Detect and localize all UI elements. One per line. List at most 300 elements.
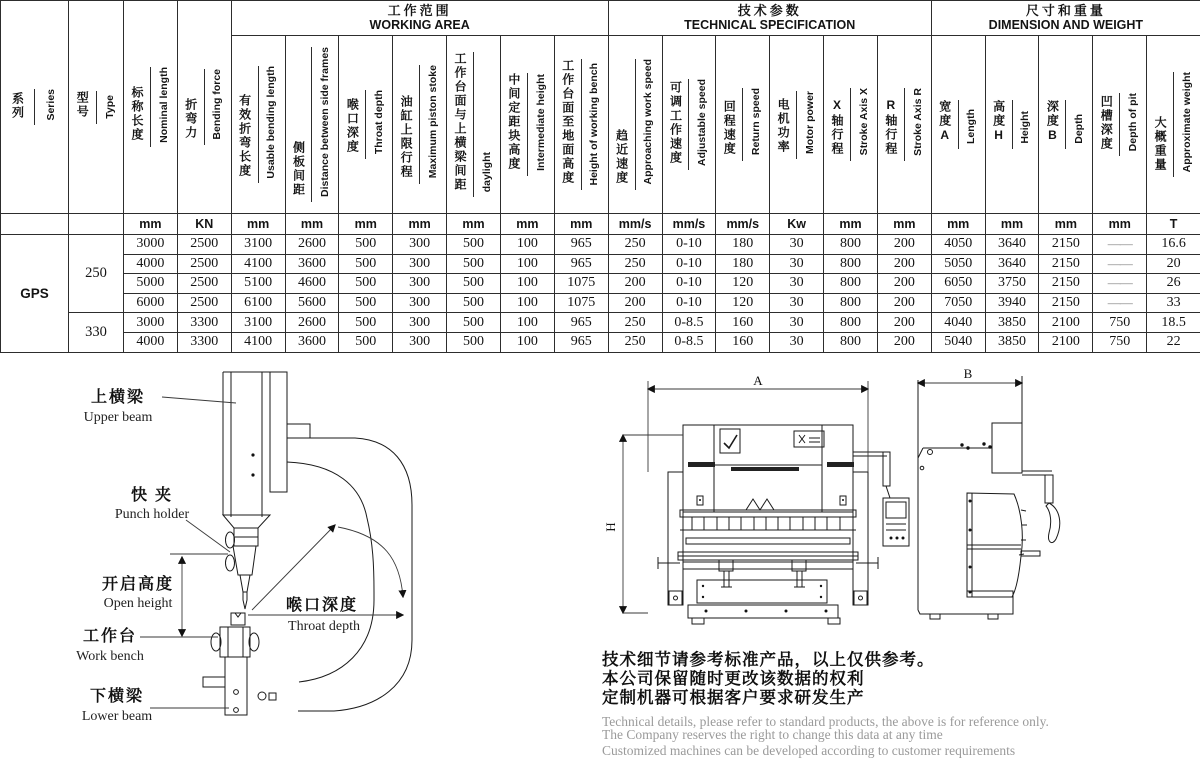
column-header-zh — [878, 88, 904, 161]
column-header-pair — [124, 67, 177, 148]
column-header-en — [204, 69, 231, 145]
data-cell: 20 — [1147, 254, 1200, 274]
data-cell: 0-8.5 — [662, 332, 716, 352]
data-cell: 100 — [500, 254, 554, 274]
column-header — [824, 36, 878, 214]
column-header — [339, 36, 393, 214]
column-header-en — [96, 91, 124, 124]
data-cell: 3300 — [177, 332, 231, 352]
group-header — [231, 1, 608, 36]
column-header-zh-text: 深度B — [1045, 100, 1060, 144]
data-cell: 3850 — [985, 332, 1039, 352]
punch-holder-label-zh: 快 夹 — [130, 487, 174, 504]
data-cell: 800 — [824, 313, 878, 333]
column-header-en — [419, 65, 446, 183]
data-cell: 800 — [824, 332, 878, 352]
data-cell: 18.5 — [1147, 313, 1200, 333]
column-header-en-text: Stroke Axis R — [911, 88, 924, 156]
column-header-zh — [447, 52, 473, 197]
data-cell: 16.6 — [1147, 235, 1200, 255]
column-header-pair — [878, 88, 931, 161]
unit-cell: mm — [285, 214, 339, 235]
data-cell: 5000 — [124, 274, 178, 294]
column-header — [231, 36, 285, 214]
column-header-zh-text: 中间定距块高度 — [506, 73, 521, 171]
column-header — [877, 36, 931, 214]
data-cell: 250 — [608, 235, 662, 255]
data-cell: 30 — [770, 313, 824, 333]
data-cell: 200 — [608, 293, 662, 313]
column-header-en-text: Height — [1019, 111, 1032, 144]
data-cell: 3750 — [985, 274, 1039, 294]
data-cell: 2150 — [1039, 254, 1093, 274]
data-cell: 800 — [824, 293, 878, 313]
column-header — [608, 36, 662, 214]
data-cell: 30 — [770, 293, 824, 313]
column-header-zh — [124, 67, 150, 148]
column-header-en — [1065, 100, 1092, 149]
data-cell: 5100 — [231, 274, 285, 294]
data-cell: 1075 — [554, 293, 608, 313]
group-header-zh: 工作范围 — [387, 3, 452, 18]
data-cell: 300 — [393, 293, 447, 313]
unit-cell: mm — [1093, 214, 1147, 235]
column-header-en-text: Approximate weight — [1180, 71, 1193, 173]
unit-cell: Kw — [770, 214, 824, 235]
column-header-en-text: Throat depth — [373, 89, 385, 155]
upper-beam-ram — [223, 372, 270, 517]
table-row — [1, 332, 1200, 352]
unit-cell: mm — [824, 214, 878, 235]
column-header-pair — [716, 88, 769, 160]
type-cell: 330 — [69, 313, 124, 352]
data-cell: 750 — [1093, 313, 1147, 333]
column-header — [1093, 36, 1147, 214]
column-header-pair — [286, 47, 339, 202]
clamp-row — [680, 499, 856, 530]
dim-label-b: B — [963, 366, 973, 381]
data-cell: 180 — [716, 254, 770, 274]
machine-dimension-labels — [603, 366, 973, 532]
x-axis-logo-icon — [794, 431, 824, 447]
column-header-en-text: Nominal length — [157, 66, 170, 143]
column-header-zh-text: 系列 — [10, 92, 25, 121]
unit-cell: mm — [124, 214, 178, 235]
column-header-pair — [609, 59, 662, 189]
column-header — [770, 36, 824, 214]
front-view-drawing — [658, 425, 909, 624]
punch-holder-label-en: Punch holder — [114, 507, 190, 522]
column-header-zh-text: 工作台面至地面高度 — [560, 59, 575, 185]
dimension-lines — [140, 397, 403, 708]
data-cell: 3640 — [985, 235, 1039, 255]
data-cell: 200 — [877, 274, 931, 294]
spec-table — [0, 0, 1200, 353]
unit-cell: mm/s — [716, 214, 770, 235]
column-header-zh — [663, 79, 689, 171]
unit-cell: T — [1147, 214, 1200, 235]
lower-beam-column — [203, 657, 276, 715]
upper-beam-label-zh: 上横梁 — [90, 389, 146, 406]
data-cell: 500 — [447, 313, 501, 333]
data-cell: 3940 — [985, 293, 1039, 313]
data-cell: 2150 — [1039, 293, 1093, 313]
data-cell: 200 — [608, 274, 662, 294]
data-cell: 300 — [393, 313, 447, 333]
data-cell: 3000 — [124, 235, 178, 255]
unit-cell: mm — [447, 214, 501, 235]
column-header — [1, 1, 69, 214]
column-header — [124, 1, 178, 214]
data-cell: 4100 — [231, 332, 285, 352]
header-row-groups — [1, 1, 1200, 36]
data-cell: 500 — [447, 274, 501, 294]
column-header-en-text: Adjustable speed — [696, 78, 709, 166]
control-pendant-front — [853, 452, 909, 546]
column-header-en-text: Approaching work speed — [642, 59, 655, 185]
column-header-zh-text: 趋近速度 — [614, 128, 629, 185]
data-cell: 250 — [608, 332, 662, 352]
data-cell: 500 — [339, 254, 393, 274]
column-header-zh-text: R轴行程 — [883, 97, 898, 156]
data-cell: 26 — [1147, 274, 1200, 294]
table-row — [1, 293, 1200, 313]
column-header-zh-text: 大概重量 — [1153, 116, 1168, 173]
column-header — [1039, 36, 1093, 214]
data-cell: 180 — [716, 235, 770, 255]
column-header-zh — [1093, 93, 1119, 156]
data-cell: 0-10 — [662, 235, 716, 255]
data-cell: 30 — [770, 332, 824, 352]
data-cell: 160 — [716, 313, 770, 333]
dim-label-h: H — [603, 522, 618, 532]
unit-cell — [1, 214, 69, 235]
data-cell: 6100 — [231, 293, 285, 313]
data-cell: 2500 — [177, 235, 231, 255]
column-header — [662, 36, 716, 214]
group-header — [931, 1, 1200, 36]
data-cell: 2500 — [177, 274, 231, 294]
data-cell: 100 — [500, 274, 554, 294]
column-header-pair — [232, 66, 285, 184]
data-cell: 2100 — [1039, 313, 1093, 333]
data-cell: 965 — [554, 254, 608, 274]
data-cell: 4100 — [231, 254, 285, 274]
column-header-en — [635, 59, 662, 189]
column-header-en-text: Length — [965, 109, 978, 144]
data-cell: 5050 — [931, 254, 985, 274]
data-cell: 2100 — [1039, 332, 1093, 352]
data-cell: 30 — [770, 235, 824, 255]
column-header-en — [796, 91, 823, 159]
column-header-pair — [663, 79, 716, 171]
data-cell: 3600 — [285, 254, 339, 274]
data-cell: 3850 — [985, 313, 1039, 333]
column-header-en-text: Stroke Axis X — [857, 88, 870, 156]
unit-cell: mm — [554, 214, 608, 235]
column-header-en-text: Bending force — [211, 69, 224, 140]
data-cell: 500 — [447, 293, 501, 313]
column-header — [931, 36, 985, 214]
column-header-zh-text: 有效折弯长度 — [237, 94, 252, 179]
data-cell: 800 — [824, 254, 878, 274]
data-cell: 965 — [554, 313, 608, 333]
column-header-zh-text: 高度H — [991, 100, 1006, 144]
column-header-pair — [393, 65, 446, 183]
column-header-zh-text: 工作台面与上横梁间距 — [453, 52, 468, 192]
unit-cell: mm/s — [608, 214, 662, 235]
unit-cell: mm — [1039, 214, 1093, 235]
column-header-pair — [986, 100, 1039, 149]
column-header-zh — [501, 73, 527, 176]
unit-cell: mm — [985, 214, 1039, 235]
data-cell: 3600 — [285, 332, 339, 352]
column-header — [69, 1, 124, 214]
data-cell: 250 — [608, 254, 662, 274]
column-header-zh-text: 回程速度 — [722, 99, 737, 156]
column-header-zh-text: 折弯力 — [183, 97, 198, 140]
die-and-bench — [211, 613, 259, 657]
column-header — [177, 1, 231, 214]
note-zh-2: 本公司保留随时更改该数据的权利 — [602, 669, 865, 688]
side-view-drawing — [918, 376, 1060, 619]
data-cell: 0-8.5 — [662, 313, 716, 333]
data-cell: 300 — [393, 235, 447, 255]
column-header-en — [365, 90, 392, 159]
disclaimer-notes — [602, 652, 1196, 757]
data-cell: 750 — [1093, 332, 1147, 352]
data-cell: 2150 — [1039, 274, 1093, 294]
column-header-en-text: Distance between side frames — [319, 47, 332, 197]
column-header-zh — [555, 59, 581, 190]
column-header-zh-text: 宽度A — [937, 100, 952, 144]
column-header-en — [581, 59, 608, 190]
data-cell: 2600 — [285, 235, 339, 255]
throat-depth-label-en: Throat depth — [288, 619, 360, 634]
column-header-pair — [555, 59, 608, 190]
column-header — [393, 36, 447, 214]
data-cell: 200 — [877, 254, 931, 274]
data-cell: 4000 — [124, 332, 178, 352]
data-cell: 100 — [500, 235, 554, 255]
data-cell: 5600 — [285, 293, 339, 313]
column-header-pair — [1147, 72, 1200, 177]
data-cell: 4000 — [124, 254, 178, 274]
column-header-zh-text: X轴行程 — [829, 97, 844, 156]
data-cell: 100 — [500, 293, 554, 313]
column-header — [985, 36, 1039, 214]
data-cell: 2600 — [285, 313, 339, 333]
column-header — [447, 36, 501, 214]
lower-beam-label-zh: 下横梁 — [89, 688, 145, 705]
column-header-en — [688, 79, 715, 171]
note-en-1: Technical details, please refer to standard products, the above is for reference only. — [602, 714, 1049, 729]
column-header-pair — [339, 90, 392, 159]
column-header-en — [850, 88, 877, 160]
column-header-zh — [1039, 100, 1065, 149]
brand-shield-icon — [720, 429, 740, 453]
column-header-pair — [1093, 93, 1146, 156]
spec-table-body — [1, 235, 1200, 353]
column-header-zh — [1147, 72, 1173, 177]
unit-cell — [69, 214, 124, 235]
column-header-en-text: Motor power — [803, 90, 816, 154]
group-header-en: DIMENSION AND WEIGHT — [988, 18, 1144, 32]
column-header-zh-text: 侧板间距 — [291, 140, 306, 197]
open-height-label-zh: 开启高度 — [101, 576, 175, 593]
data-cell: 30 — [770, 274, 824, 294]
column-header-pair — [1, 89, 68, 126]
data-cell: 160 — [716, 332, 770, 352]
column-header-en — [1173, 72, 1200, 177]
column-header-zh — [770, 91, 796, 159]
data-cell: 3300 — [177, 313, 231, 333]
note-en-2: The Company reserves the right to change this data at any time — [602, 727, 943, 742]
column-header-en-text: Maximum piston stoke — [426, 65, 439, 179]
group-header-zh: 技术参数 — [737, 3, 802, 18]
data-cell: 30 — [770, 254, 824, 274]
column-header-zh — [609, 59, 635, 189]
data-cell: 1075 — [554, 274, 608, 294]
data-cell: 0-10 — [662, 274, 716, 294]
column-header-zh — [1, 89, 34, 126]
pendant-handle-side — [1046, 503, 1060, 543]
data-cell: 4600 — [285, 274, 339, 294]
data-cell: 300 — [393, 274, 447, 294]
data-cell: 800 — [824, 235, 878, 255]
data-cell: 0-10 — [662, 254, 716, 274]
column-header — [1147, 36, 1200, 214]
column-header-zh — [986, 100, 1012, 149]
data-cell: 200 — [877, 332, 931, 352]
note-zh-3: 定制机器可根据客户要求研发生产 — [602, 688, 865, 707]
throat-depth-label-zh: 喉口深度 — [285, 597, 359, 614]
column-header-en — [258, 66, 285, 184]
column-header-zh-text: 标称长度 — [129, 86, 144, 143]
column-header-en-text: Series — [45, 88, 58, 121]
column-header-zh — [339, 90, 365, 159]
column-header-pair — [824, 88, 877, 160]
work-bench-label-zh: 工作台 — [82, 628, 138, 645]
data-cell: 4050 — [931, 235, 985, 255]
table-row — [1, 254, 1200, 274]
note-en-3: Customized machines can be developed according to customer requirements — [602, 743, 1016, 758]
c-frame — [287, 424, 412, 711]
column-header-pair — [447, 52, 500, 197]
column-header-zh-text: 电机功率 — [776, 97, 791, 154]
spec-table-head — [1, 1, 1200, 235]
column-header — [500, 36, 554, 214]
data-cell: 33 — [1147, 293, 1200, 313]
column-header-en-text: Type — [103, 94, 116, 119]
data-cell: 300 — [393, 332, 447, 352]
data-cell: —— — [1093, 274, 1147, 294]
column-header-pair — [501, 73, 554, 176]
column-header — [716, 36, 770, 214]
data-cell: 200 — [877, 313, 931, 333]
work-bench-label-en: Work bench — [76, 649, 144, 664]
column-header-zh — [393, 65, 419, 183]
lower-beam-label-en: Lower beam — [81, 709, 153, 724]
column-header-en — [311, 47, 338, 202]
group-header-zh: 尺寸和重量 — [1025, 3, 1106, 18]
data-cell: 6050 — [931, 274, 985, 294]
column-header-zh-text: 凹槽深度 — [1099, 95, 1114, 152]
unit-cell: mm/s — [662, 214, 716, 235]
work-table — [658, 552, 878, 624]
press-cross-section-drawing — [203, 372, 412, 715]
data-cell: 800 — [824, 274, 878, 294]
column-header-pair — [178, 69, 231, 145]
data-cell: 500 — [339, 274, 393, 294]
column-header-pair — [69, 91, 123, 124]
column-header-en-text: Intermediate height — [534, 74, 547, 171]
column-header-en-text: Usable bending length — [265, 65, 278, 179]
type-cell: 250 — [69, 235, 124, 313]
column-header-en — [742, 88, 769, 160]
column-header-zh — [716, 88, 742, 160]
data-cell: 500 — [339, 235, 393, 255]
data-cell: —— — [1093, 293, 1147, 313]
column-header-en-text: Return speed — [749, 88, 762, 156]
data-cell: 120 — [716, 293, 770, 313]
data-cell: 200 — [877, 235, 931, 255]
data-cell: 2150 — [1039, 235, 1093, 255]
group-header-en: TECHNICAL SPECIFICATION — [684, 18, 856, 32]
data-cell: —— — [1093, 254, 1147, 274]
data-cell: 3640 — [985, 254, 1039, 274]
dim-label-a: A — [753, 373, 763, 388]
unit-cell: mm — [931, 214, 985, 235]
data-cell: 5040 — [931, 332, 985, 352]
data-cell: 100 — [500, 332, 554, 352]
unit-cell: mm — [393, 214, 447, 235]
unit-cell: mm — [500, 214, 554, 235]
series-cell: GPS — [1, 235, 69, 353]
group-header-en: WORKING AREA — [369, 18, 470, 32]
column-header-zh — [178, 69, 204, 145]
data-cell: 3100 — [231, 313, 285, 333]
open-height-label-en: Open height — [103, 596, 173, 611]
column-header-zh-text: 喉口深度 — [345, 98, 360, 155]
data-cell: 500 — [447, 254, 501, 274]
data-cell: —— — [1093, 235, 1147, 255]
table-row — [1, 235, 1200, 255]
data-cell: 7050 — [931, 293, 985, 313]
column-header-pair — [770, 91, 823, 159]
column-header — [285, 36, 339, 214]
data-cell: 200 — [877, 293, 931, 313]
table-row — [1, 274, 1200, 294]
column-header-zh — [69, 91, 96, 124]
unit-cell: KN — [177, 214, 231, 235]
data-cell: 965 — [554, 332, 608, 352]
column-header-pair — [932, 100, 985, 149]
upper-beam-label-en: Upper beam — [83, 410, 153, 425]
column-header-zh-text: 型号 — [75, 90, 90, 119]
data-cell: 6000 — [124, 293, 178, 313]
column-header-en-text: Depth of pit — [1126, 92, 1139, 152]
column-header-pair — [1039, 100, 1092, 149]
data-cell: 500 — [339, 313, 393, 333]
column-header-zh — [286, 47, 312, 202]
column-header-zh — [932, 100, 958, 149]
data-cell: 2500 — [177, 293, 231, 313]
unit-cell: mm — [231, 214, 285, 235]
data-cell: 500 — [339, 332, 393, 352]
data-cell: 965 — [554, 235, 608, 255]
data-cell: 500 — [447, 332, 501, 352]
